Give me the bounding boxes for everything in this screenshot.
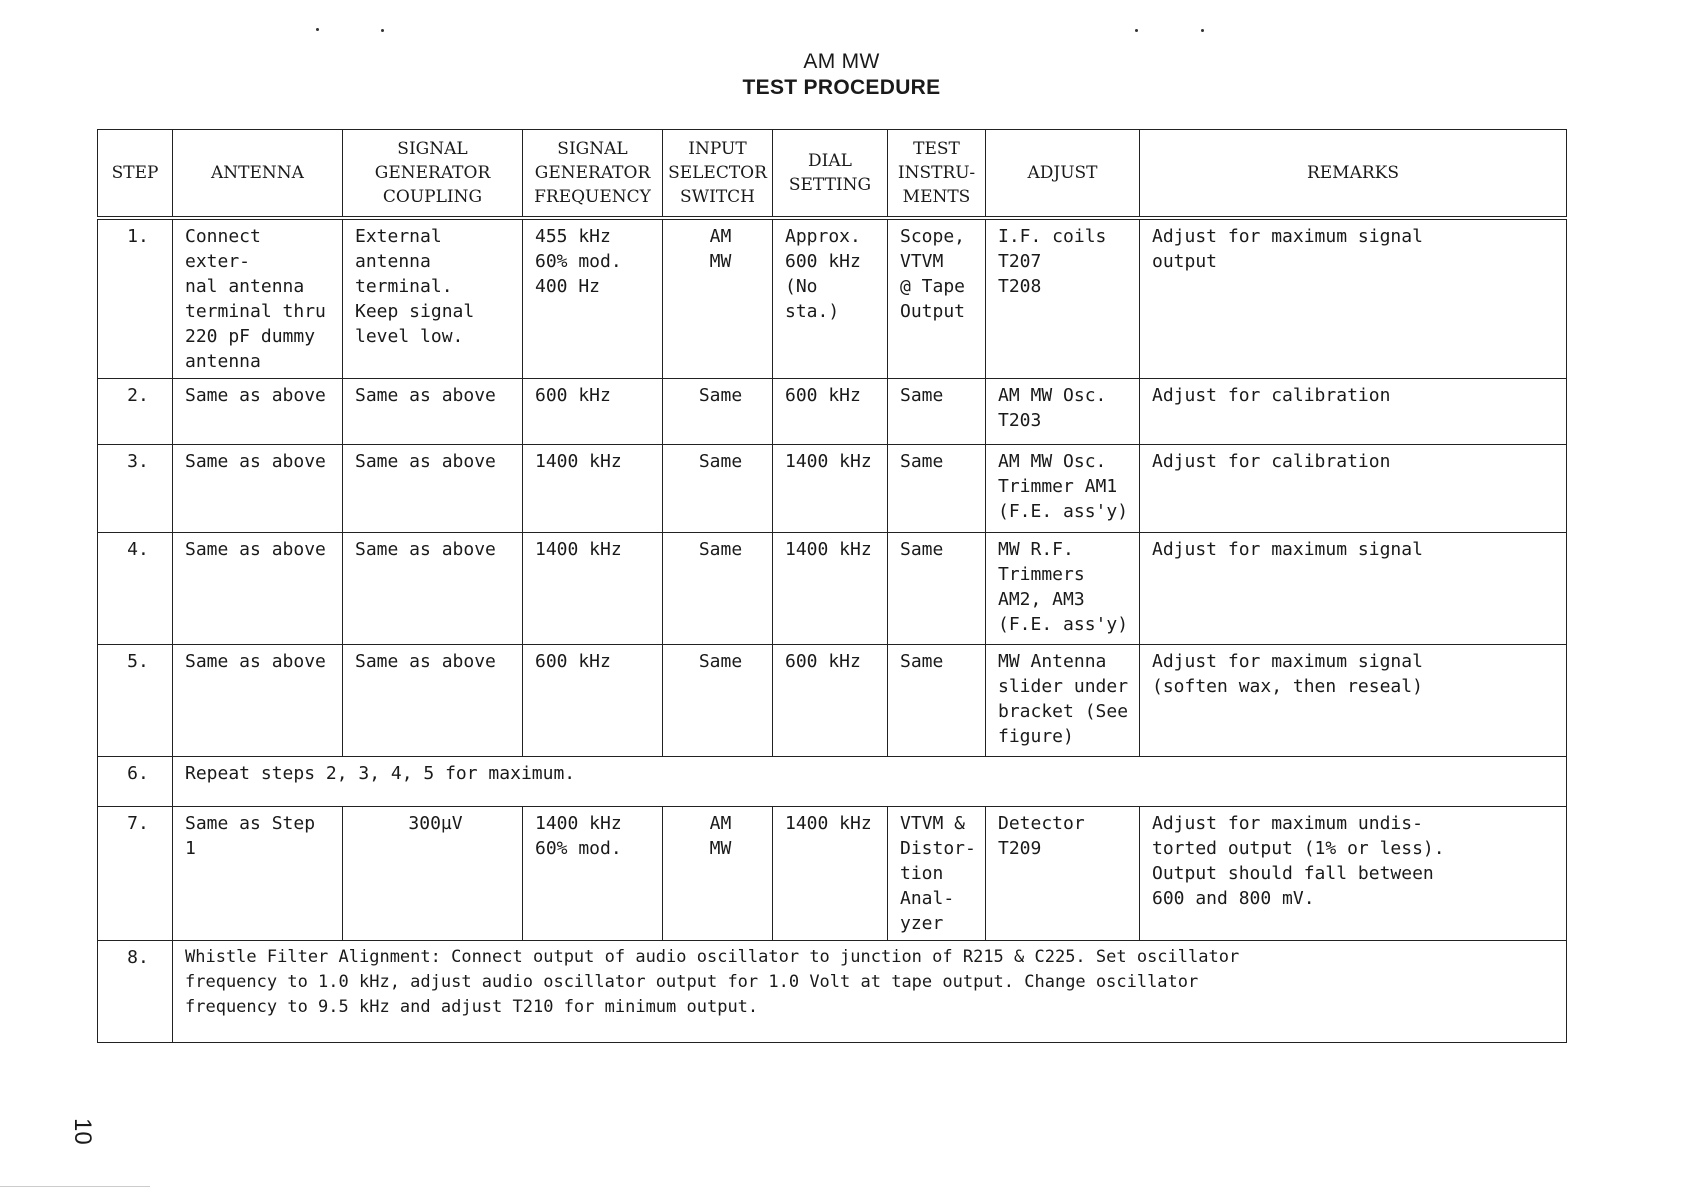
header-row: [98, 130, 1567, 219]
cell-instruments: Scope, VTVM @ Tape Output: [888, 218, 986, 379]
cell-step: 5.: [98, 645, 173, 757]
cell-adjust: AM MW Osc. Trimmer AM1 (F.E. ass'y): [986, 445, 1140, 533]
header-instruments: TEST INSTRU- MENTS: [888, 130, 986, 219]
scan-speck: [316, 28, 319, 31]
table-row: [98, 445, 1567, 533]
table-row: [98, 941, 1567, 1043]
header-step: STEP: [98, 130, 173, 219]
cell-instruments: Same: [888, 645, 986, 757]
cell-antenna: Same as Step 1: [173, 807, 343, 941]
cell-selector: Same: [663, 445, 773, 533]
page-number: 10: [69, 1118, 96, 1145]
cell-remarks: Adjust for calibration: [1140, 445, 1567, 533]
cell-antenna: Connect exter- nal antenna terminal thru 220 pF dummy antenna: [173, 218, 343, 379]
cell-remarks: Adjust for calibration: [1140, 379, 1567, 445]
table-row: [98, 218, 1567, 379]
doc-title: AM MW: [803, 50, 880, 73]
cell-frequency: 600 kHz: [523, 645, 663, 757]
cell-coupling: Same as above: [343, 445, 523, 533]
cell-antenna: Same as above: [173, 379, 343, 445]
header-adjust: ADJUST: [986, 130, 1140, 219]
cell-dial: 1400 kHz: [773, 445, 888, 533]
cell-coupling: Same as above: [343, 645, 523, 757]
header-coupling: SIGNAL GENERATOR COUPLING: [343, 130, 523, 219]
cell-remarks: Adjust for maximum signal output: [1140, 218, 1567, 379]
header-remarks: REMARKS: [1140, 130, 1567, 219]
cell-coupling: 300µV: [343, 807, 523, 941]
cell-step: 6.: [98, 757, 173, 807]
cell-step: 1.: [98, 218, 173, 379]
cell-whistle-filter-note: Whistle Filter Alignment: Connect output of audio oscillator to junction of R215 & C225. Set oscillator frequency to 1.0 kHz, adjust audio oscillator output for 1.0 Volt at tape output. Change oscillator frequency to 9.5 kHz and adjust T210 for minimum output.: [173, 941, 1567, 1043]
cell-frequency: 1400 kHz: [523, 445, 663, 533]
cell-frequency: 600 kHz: [523, 379, 663, 445]
cell-antenna: Same as above: [173, 645, 343, 757]
cell-repeat-note: Repeat steps 2, 3, 4, 5 for maximum.: [173, 757, 1567, 807]
cell-adjust: MW R.F. Trimmers AM2, AM3 (F.E. ass'y): [986, 533, 1140, 645]
header-selector: INPUT SELECTOR SWITCH: [663, 130, 773, 219]
cell-adjust: MW Antenna slider under bracket (See figure): [986, 645, 1140, 757]
cell-coupling: Same as above: [343, 379, 523, 445]
header-dial: DIAL SETTING: [773, 130, 888, 219]
scan-speck: [1201, 29, 1204, 32]
table-row: [98, 379, 1567, 445]
cell-coupling: External antenna terminal. Keep signal level low.: [343, 218, 523, 379]
cell-step: 8.: [98, 941, 173, 1043]
scan-speck: [1135, 29, 1138, 32]
cell-instruments: Same: [888, 533, 986, 645]
table-row: [98, 645, 1567, 757]
page-edge-line: [0, 1186, 150, 1187]
header-frequency: SIGNAL GENERATOR FREQUENCY: [523, 130, 663, 219]
test-procedure-table: [97, 129, 1567, 1043]
cell-step: 4.: [98, 533, 173, 645]
cell-adjust: Detector T209: [986, 807, 1140, 941]
cell-instruments: Same: [888, 445, 986, 533]
cell-selector: Same: [663, 379, 773, 445]
cell-remarks: Adjust for maximum undis- torted output (1% or less). Output should fall between 600 and 800 mV.: [1140, 807, 1567, 941]
doc-subtitle: TEST PROCEDURE: [742, 76, 941, 99]
cell-selector: AM MW: [663, 807, 773, 941]
header-antenna: ANTENNA: [173, 130, 343, 219]
cell-step: 7.: [98, 807, 173, 941]
cell-remarks: Adjust for maximum signal (soften wax, then reseal): [1140, 645, 1567, 757]
table-row: [98, 533, 1567, 645]
cell-dial: 600 kHz: [773, 645, 888, 757]
cell-dial: 600 kHz: [773, 379, 888, 445]
cell-dial: Approx. 600 kHz (No sta.): [773, 218, 888, 379]
cell-frequency: 1400 kHz 60% mod.: [523, 807, 663, 941]
cell-frequency: 1400 kHz: [523, 533, 663, 645]
cell-instruments: VTVM & Distor- tion Anal- yzer: [888, 807, 986, 941]
cell-selector: Same: [663, 533, 773, 645]
cell-dial: 1400 kHz: [773, 533, 888, 645]
cell-step: 2.: [98, 379, 173, 445]
table-row: [98, 757, 1567, 807]
cell-antenna: Same as above: [173, 533, 343, 645]
cell-frequency: 455 kHz 60% mod. 400 Hz: [523, 218, 663, 379]
table-row: [98, 807, 1567, 941]
cell-instruments: Same: [888, 379, 986, 445]
cell-adjust: AM MW Osc. T203: [986, 379, 1140, 445]
cell-dial: 1400 kHz: [773, 807, 888, 941]
cell-selector: AM MW: [663, 218, 773, 379]
cell-remarks: Adjust for maximum signal: [1140, 533, 1567, 645]
cell-selector: Same: [663, 645, 773, 757]
cell-antenna: Same as above: [173, 445, 343, 533]
cell-step: 3.: [98, 445, 173, 533]
cell-adjust: I.F. coils T207 T208: [986, 218, 1140, 379]
scan-speck: [381, 29, 384, 32]
cell-coupling: Same as above: [343, 533, 523, 645]
